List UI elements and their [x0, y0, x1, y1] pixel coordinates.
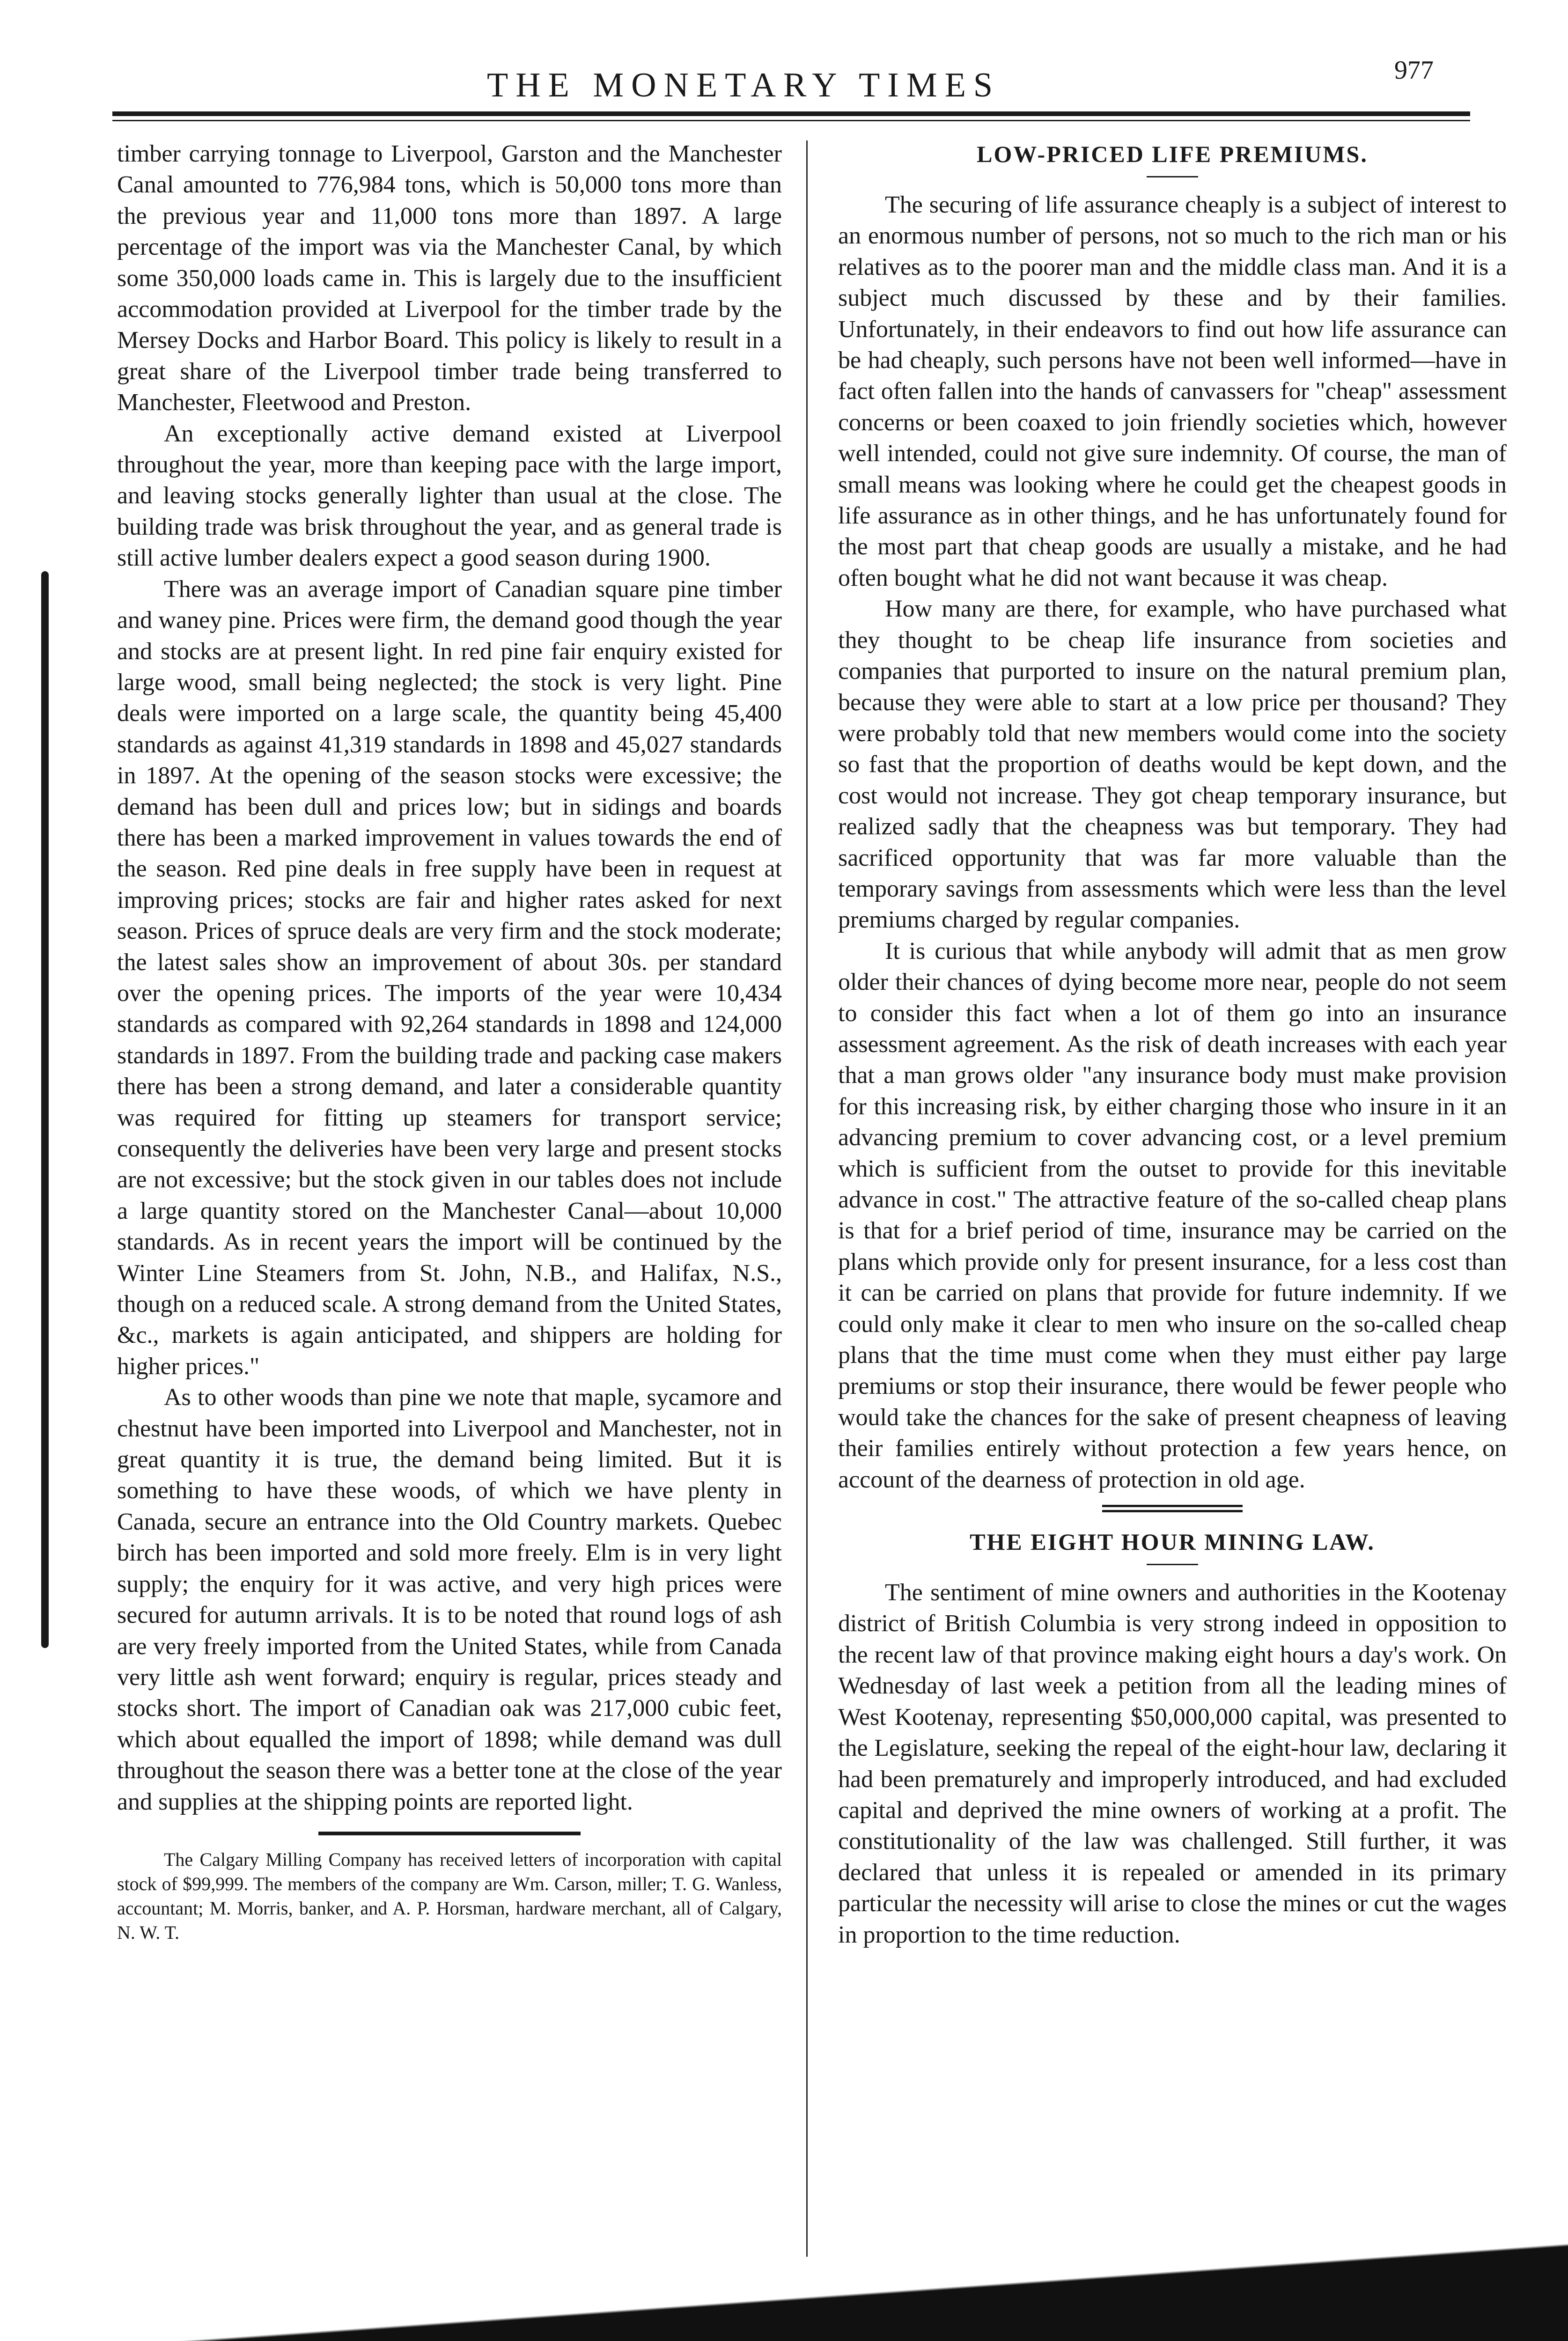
- section-divider: [1102, 1505, 1243, 1512]
- paragraph: How many are there, for example, who have purchased what they thought to be cheap life insurance from societies and companies that purported to insure on the natural premium plan, because they were able to start at a low price per thousand? They were probably told that new members would come into the society so fast that the proportion of deaths would be kept down, and the cost would not increase. They got cheap temporary insurance, but realized sadly that the cheapness was but temporary. They had sacrificed opportunity that was far more valuable than the temporary savings from assessments which were less than the level premiums charged by regular companies.: [838, 596, 1507, 934]
- header-rule-thick: [112, 111, 1470, 116]
- paragraph: As to other woods than pine we note that maple, sycamore and chestnut have been imported into Liverpool and Manchester, not in great quantity it is true, the demand being limited. But it is something to have these woods, of which we have plenty in Canada, secure an entrance into the Old Country markets. Quebec birch has been imported and sold more freely. Elm is in very light supply; the enquiry for it was active, and very high prices were secured for autumn arrivals. It is to be noted that round logs of ash are very freely imported from the United States, while from Canada very little ash went forward; enquiry is regular, prices steady and stocks short. The import of Canadian oak was 217,000 cubic feet, which about equalled the import of 1898; while demand was dull throughout the season there was a better tone at the close of the year and supplies at the shipping points are reported light.: [117, 1384, 782, 1815]
- notice-text: The Calgary Milling Company has received letters of incorporation with capital stock of $99,999. The members of the company are Wm. Carson, miller; T. G. Wanless, accountant; M. Morris, banker, and A. P. Horsman, hardware merchant, all of Calgary, N. W. T.: [117, 1848, 782, 1943]
- masthead-title: THE MONETARY TIMES: [487, 66, 1001, 104]
- right-column: [806, 139, 1507, 1951]
- page-number: 977: [1394, 56, 1434, 85]
- page-corner-shadow: [0, 2201, 1568, 2341]
- header-rule-thin: [112, 120, 1470, 121]
- left-column: [117, 139, 782, 1945]
- binding-gutter-mark: [41, 571, 49, 1648]
- paragraph: There was an average import of Canadian square pine timber and waney pine. Prices were firm, the demand good though the year and stocks are at present light. In red pine fair enquiry existed for large wood, small being neglected; the stock is very light. Pine deals were imported on a large scale, the quantity being 45,400 standards as against 41,319 standards in 1898 and 45,027 standards in 1897. At the opening of the season stocks were excessive; the demand has been dull and prices low; but in sidings and boards there has been a marked improvement in values towards the end of the season. Red pine deals in free supply have been in request at improving prices; stocks are fair and higher rates asked for next season. Prices of spruce deals are very firm and the stock moderate; the latest sales show an improvement of about 30s. per standard over the opening prices. The imports of the year were 10,434 standards as compared with 92,264 standards in 1898 and 124,000 standards in 1897. From the building trade and packing case makers there has been a strong demand, and later a considerable quantity was required for fitting up steamers for transport service; consequently the deliveries have been very large and present stocks are not excessive; but the stock given in our tables does not include a large quantity stored on the Manchester Canal—about 10,000 standards. As in recent years the import will be continued by the Winter Line Steamers from St. John, N.B., and Halifax, N.S., though on a reduced scale. A strong demand from the United States, &c., markets is again anticipated, and shippers are holding for higher prices.": [117, 575, 782, 1380]
- paragraph: The securing of life assurance cheaply is a subject of interest to an enormous number of persons, not so much to the rich man or his relatives as to the poorer man and the middle class man. And it is a subject much discussed by these and by their families. Unfortunately, in their endeavors to find out how life assurance can be had cheaply, such persons have not been well informed—have in fact often fallen into the hands of canvassers for "cheap" assessment concerns or been coaxed to join friendly societies which, however well intended, could not give sure indemnity. Of course, the man of small means was looking where he could get the cheapest goods in life assurance as in other things, and he has unfortunately found for the most part that cheap goods are usually a mistake, and he had often bought what he did not want because it was cheap.: [838, 191, 1507, 591]
- section-divider: [318, 1832, 581, 1835]
- heading-rule: [1147, 1564, 1198, 1565]
- heading-rule: [1147, 176, 1198, 177]
- article-heading: LOW-PRICED LIFE PREMIUMS.: [977, 141, 1368, 167]
- article-heading: THE EIGHT HOUR MINING LAW.: [970, 1529, 1375, 1555]
- paragraph: timber carrying tonnage to Liverpool, Garston and the Manchester Canal amounted to 776,984 tons, which is 50,000 tons more than the previous year and 11,000 tons more than 1897. A large percentage of the import was via the Manchester Canal, by which some 350,000 loads came in. This is largely due to the insufficient accommodation provided at Liverpool for the timber trade by the Mersey Docks and Harbor Board. This policy is likely to result in a great share of the Liverpool timber trade being transferred to Manchester, Fleetwood and Preston.: [117, 140, 782, 416]
- paragraph: The sentiment of mine owners and authorities in the Kootenay district of British Columbia is very strong indeed in opposition to the recent law of that province making eight hours a day's work. On Wednesday of last week a petition from all the leading mines of West Kootenay, representing $50,000,000 capital, was presented to the Legislature, seeking the repeal of the eight-hour law, declaring it had been prematurely and improperly introduced, and had excluded capital and deprived the mine owners of working at a profit. The constitutionality of the law was challenged. Still further, it was declared that unless it is repealed or amended in its primary particular the necessity will arise to close the mines or cut the wages in proportion to the time reduction.: [838, 1579, 1507, 1948]
- paragraph: It is curious that while anybody will admit that as men grow older their chances of dying become more near, people do not seem to consider this fact when a lot of them go into an insurance assessment agreement. As the risk of death increases with each year that a man grows older "any insurance body must make provision for this increasing risk, by either charging those who insure in it an advancing premium to cover advancing cost, or a level premium which is sufficient from the outset to provide for this inevitable advance in cost." The attractive feature of the so-called cheap plans is that for a brief period of time, insurance may be carried on the plans which provide only for present insurance, for a less cost than it can be carried on plans that provide for future indemnity. If we could only make it clear to men who insure on the so-called cheap plans that the time must come when they must either pay large premiums or stop their insurance, there would be fewer people who would take the chances for the sake of present cheapness of leaving their families entirely without protection a few years hence, on account of the dearness of protection in old age.: [838, 937, 1507, 1493]
- notice-box: [117, 1848, 782, 1945]
- paragraph: An exceptionally active demand existed at Liverpool throughout the year, more than keeping pace with the large import, and leaving stocks generally lighter than usual at the close. The building trade was brisk throughout the year, and as general trade is still active lumber dealers expect a good season during 1900.: [117, 420, 782, 572]
